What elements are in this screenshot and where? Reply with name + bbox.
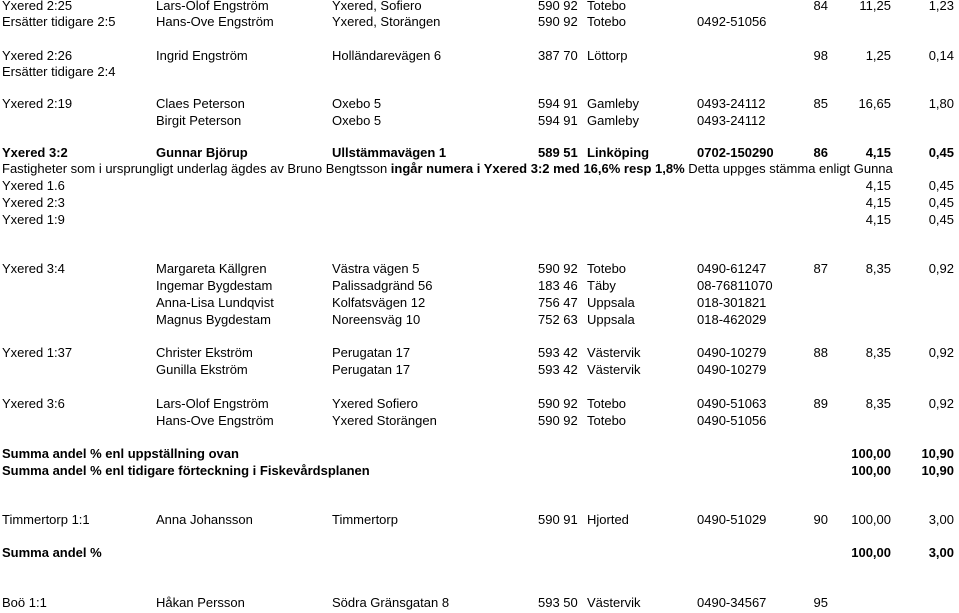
city: Täby bbox=[587, 278, 616, 293]
city: Löttorp bbox=[587, 48, 628, 63]
share-percent-1: 100,00 bbox=[851, 446, 891, 461]
entry-number: 85 bbox=[813, 96, 828, 111]
owner-name: Ingrid Engström bbox=[156, 48, 248, 63]
address: Palissadgränd 56 bbox=[332, 278, 433, 293]
address: Timmertorp bbox=[332, 512, 398, 527]
entry-number: 84 bbox=[813, 0, 828, 13]
address: Oxebo 5 bbox=[332, 96, 382, 111]
property-id: Ersätter tidigare 2:5 bbox=[2, 14, 116, 29]
share-percent-1: 4,15 bbox=[865, 145, 891, 160]
postal-code: 593 50 bbox=[538, 595, 578, 610]
city: Uppsala bbox=[587, 295, 635, 310]
postal-code: 589 51 bbox=[538, 145, 578, 160]
address: Perugatan 17 bbox=[332, 362, 411, 377]
owner-name: Christer Ekström bbox=[156, 345, 253, 360]
note-text-part: Fastigheter som i ursprungligt underlag ägdes av Bruno Bengtsson bbox=[2, 161, 391, 176]
postal-code: 590 91 bbox=[538, 512, 578, 527]
city: Hjorted bbox=[587, 512, 629, 527]
property-id: Yxered 2:19 bbox=[2, 96, 73, 111]
address: Västra vägen 5 bbox=[332, 261, 420, 276]
owner-name: Magnus Bygdestam bbox=[156, 312, 271, 327]
city: Totebo bbox=[587, 396, 627, 411]
address: Yxered, Sofiero bbox=[332, 0, 422, 13]
share-percent-2: 10,90 bbox=[921, 463, 954, 478]
owner-name: Hans-Ove Engström bbox=[156, 413, 274, 428]
postal-code: 590 92 bbox=[538, 0, 578, 13]
owner-name: Birgit Peterson bbox=[156, 113, 242, 128]
share-percent-2: 0,45 bbox=[928, 178, 954, 193]
entry-number: 88 bbox=[813, 345, 828, 360]
phone-number: 0490-51063 bbox=[697, 396, 767, 411]
city: Totebo bbox=[587, 261, 627, 276]
phone-number: 0493-24112 bbox=[697, 96, 766, 111]
share-percent-1: 8,35 bbox=[865, 345, 891, 360]
property-id: Yxered 2:26 bbox=[2, 48, 73, 63]
share-percent-2: 0,45 bbox=[928, 212, 954, 227]
phone-number: 08-76811070 bbox=[697, 278, 773, 293]
address: Holländarevägen 6 bbox=[332, 48, 442, 63]
share-percent-1: 4,15 bbox=[865, 195, 891, 210]
summary-label: Summa andel % bbox=[2, 545, 102, 560]
owner-name: Håkan Persson bbox=[156, 595, 245, 610]
owner-name: Lars-Olof Engström bbox=[156, 396, 269, 411]
phone-number: 0490-51056 bbox=[697, 413, 767, 428]
property-id: Ersätter tidigare 2:4 bbox=[2, 64, 116, 79]
address: Södra Gränsgatan 8 bbox=[332, 595, 450, 610]
share-percent-1: 8,35 bbox=[865, 396, 891, 411]
postal-code: 593 42 bbox=[538, 345, 578, 360]
owner-name: Margareta Källgren bbox=[156, 261, 267, 276]
entry-number: 89 bbox=[813, 396, 828, 411]
property-id: Timmertorp 1:1 bbox=[2, 512, 90, 527]
owner-name: Gunnar Björup bbox=[156, 145, 248, 160]
city: Totebo bbox=[587, 413, 627, 428]
postal-code: 387 70 bbox=[538, 48, 578, 63]
city: Gamleby bbox=[587, 113, 640, 128]
owner-name: Gunilla Ekström bbox=[156, 362, 248, 377]
entry-number: 87 bbox=[813, 261, 828, 276]
share-percent-1: 100,00 bbox=[851, 512, 891, 527]
phone-number: 0490-10279 bbox=[697, 362, 767, 377]
share-percent-1: 16,65 bbox=[858, 96, 891, 111]
address: Perugatan 17 bbox=[332, 345, 411, 360]
phone-number: 0490-34567 bbox=[697, 595, 767, 610]
phone-number: 018-462029 bbox=[697, 312, 767, 327]
phone-number: 0490-61247 bbox=[697, 261, 767, 276]
property-id: Boö 1:1 bbox=[2, 595, 47, 610]
postal-code: 752 63 bbox=[538, 312, 578, 327]
share-percent-2: 10,90 bbox=[921, 446, 954, 461]
owner-name: Lars-Olof Engström bbox=[156, 0, 269, 13]
property-id: Yxered 1:37 bbox=[2, 345, 73, 360]
city: Gamleby bbox=[587, 96, 640, 111]
property-id: Yxered 1:9 bbox=[2, 212, 65, 227]
owner-name: Anna-Lisa Lundqvist bbox=[156, 295, 274, 310]
city: Totebo bbox=[587, 14, 627, 29]
entry-number: 90 bbox=[813, 512, 828, 527]
share-percent-2: 0,45 bbox=[928, 195, 954, 210]
city: Totebo bbox=[587, 0, 627, 13]
entry-number: 95 bbox=[813, 595, 828, 610]
postal-code: 594 91 bbox=[538, 113, 578, 128]
share-percent-2: 1,23 bbox=[928, 0, 954, 13]
phone-number: 0490-10279 bbox=[697, 345, 767, 360]
property-id: Yxered 3:6 bbox=[2, 396, 65, 411]
share-percent-2: 3,00 bbox=[928, 512, 954, 527]
entry-number: 98 bbox=[813, 48, 828, 63]
property-id: Yxered 3:4 bbox=[2, 261, 65, 276]
property-id: Yxered 1.6 bbox=[2, 178, 65, 193]
postal-code: 590 92 bbox=[538, 14, 578, 29]
note-text bbox=[2, 161, 959, 176]
note-text-bold: ingår numera i Yxered 3:2 med 16,6% resp 1,8% bbox=[390, 161, 685, 176]
share-percent-1: 11,25 bbox=[859, 0, 891, 13]
share-percent-1: 4,15 bbox=[865, 212, 891, 227]
owner-name: Ingemar Bygdestam bbox=[156, 278, 273, 293]
note-text-tail: Detta uppges stämma enligt Gunna bbox=[684, 161, 893, 176]
property-id: Yxered 2:25 bbox=[2, 0, 73, 13]
share-percent-2: 3,00 bbox=[928, 545, 954, 560]
city: Västervik bbox=[587, 362, 641, 377]
city: Linköping bbox=[587, 145, 650, 160]
phone-number: 018-301821 bbox=[697, 295, 767, 310]
share-percent-2: 0,45 bbox=[928, 145, 954, 160]
postal-code: 590 92 bbox=[538, 261, 578, 276]
postal-code: 594 91 bbox=[538, 96, 578, 111]
owner-name: Hans-Ove Engström bbox=[156, 14, 274, 29]
property-id: Yxered 2:3 bbox=[2, 195, 65, 210]
share-percent-1: 100,00 bbox=[851, 545, 891, 560]
share-percent-2: 0,14 bbox=[928, 48, 954, 63]
share-percent-2: 1,80 bbox=[928, 96, 954, 111]
address: Yxered, Storängen bbox=[332, 14, 441, 29]
share-percent-2: 0,92 bbox=[928, 345, 954, 360]
postal-code: 183 46 bbox=[538, 278, 578, 293]
city: Västervik bbox=[587, 345, 641, 360]
summary-label: Summa andel % enl uppställning ovan bbox=[2, 446, 239, 461]
postal-code: 590 92 bbox=[538, 396, 578, 411]
share-percent-1: 8,35 bbox=[865, 261, 891, 276]
phone-number: 0490-51029 bbox=[697, 512, 767, 527]
share-percent-1: 100,00 bbox=[851, 463, 891, 478]
address: Oxebo 5 bbox=[332, 113, 382, 128]
share-percent-1: 4,15 bbox=[865, 178, 891, 193]
phone-number: 0493-24112 bbox=[697, 113, 766, 128]
postal-code: 756 47 bbox=[538, 295, 578, 310]
owner-name: Claes Peterson bbox=[156, 96, 245, 111]
share-percent-1: 1,25 bbox=[865, 48, 891, 63]
city: Västervik bbox=[587, 595, 641, 610]
entry-number: 86 bbox=[813, 145, 828, 160]
postal-code: 593 42 bbox=[538, 362, 578, 377]
phone-number: 0492-51056 bbox=[697, 14, 767, 29]
share-percent-2: 0,92 bbox=[928, 261, 954, 276]
phone-number: 0702-150290 bbox=[697, 145, 774, 160]
address: Kolfatsvägen 12 bbox=[332, 295, 426, 310]
summary-label: Summa andel % enl tidigare förteckning i Fiskevårdsplanen bbox=[2, 463, 370, 478]
address: Noreensväg 10 bbox=[332, 312, 421, 327]
share-percent-2: 0,92 bbox=[928, 396, 954, 411]
property-id: Yxered 3:2 bbox=[2, 145, 68, 160]
postal-code: 590 92 bbox=[538, 413, 578, 428]
city: Uppsala bbox=[587, 312, 635, 327]
owner-name: Anna Johansson bbox=[156, 512, 253, 527]
address: Yxered Sofiero bbox=[332, 396, 418, 411]
address: Ullstämmavägen 1 bbox=[332, 145, 447, 160]
address: Yxered Storängen bbox=[332, 413, 437, 428]
